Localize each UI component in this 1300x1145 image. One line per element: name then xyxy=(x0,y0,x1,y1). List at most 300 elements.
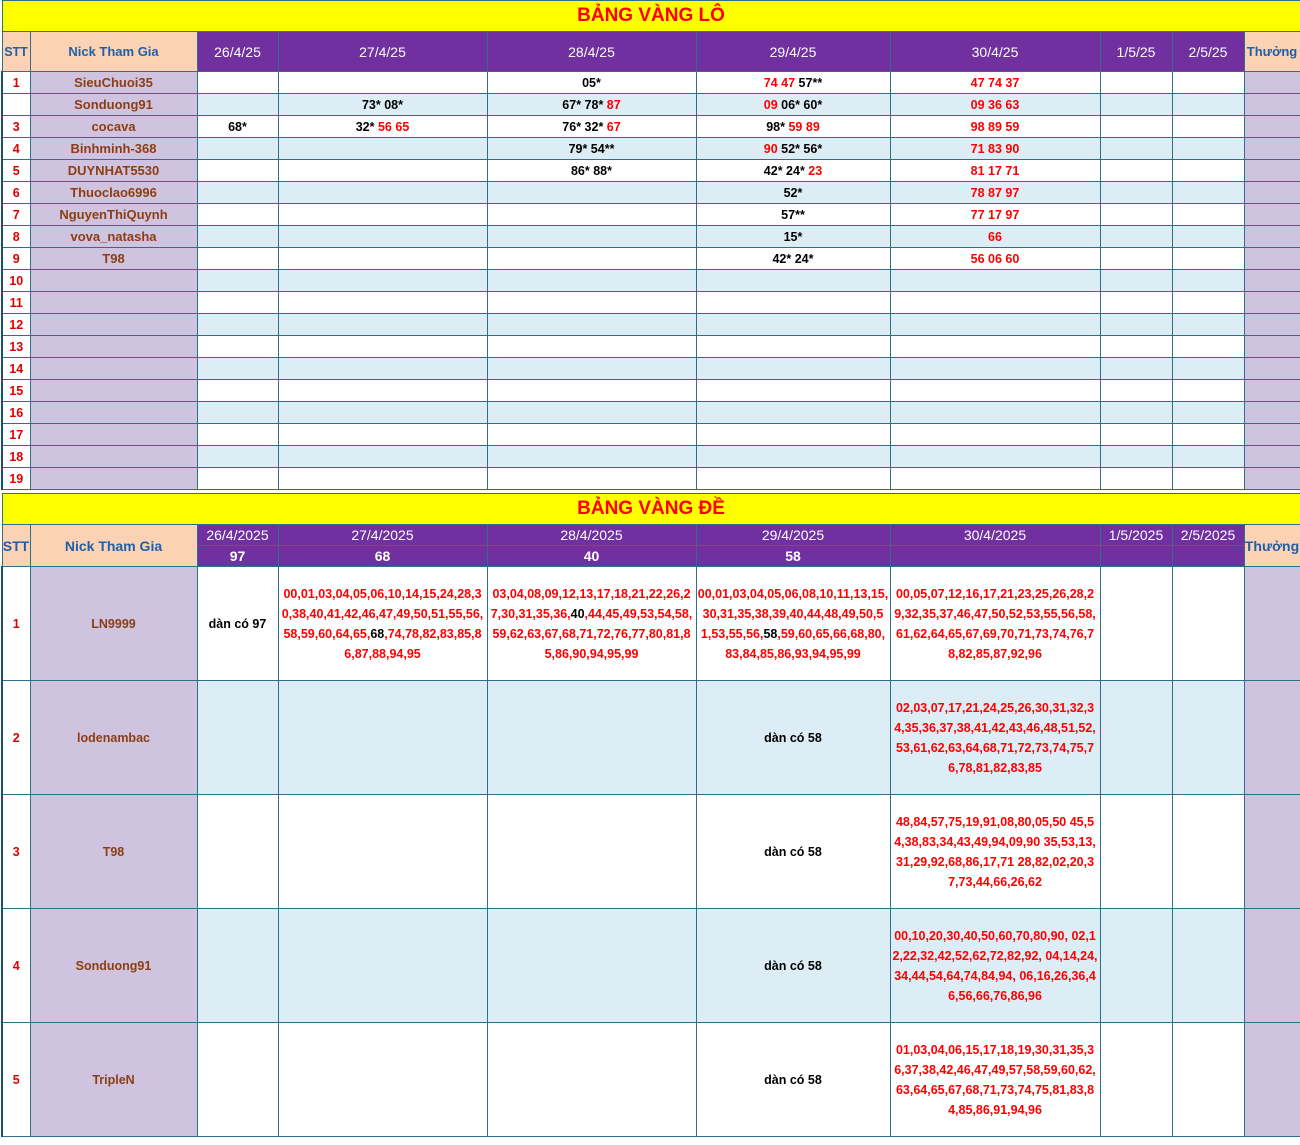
lo-row-nick xyxy=(30,336,197,358)
de-row-cell xyxy=(278,909,487,1023)
lo-row-cell xyxy=(487,380,696,402)
number-segment: ,59,60,65,66,68,80,83,84,85,86,93,94,95,99 xyxy=(725,626,886,661)
lo-row xyxy=(2,292,1300,314)
lo-row-cell xyxy=(487,292,696,314)
lo-row-cell xyxy=(197,160,278,182)
lo-row-cell xyxy=(278,446,487,468)
lo-row-cell xyxy=(1172,204,1244,226)
lo-row xyxy=(2,248,1300,270)
number-segment: 86* 88* xyxy=(570,163,612,178)
number-segment: 32* xyxy=(355,119,378,134)
de-row-cell xyxy=(1100,567,1172,681)
de-row-cell xyxy=(696,795,890,909)
de-result xyxy=(890,546,1100,567)
lo-row-thuong xyxy=(1244,358,1300,380)
lo-header-date: 29/4/25 xyxy=(696,32,890,72)
lo-row-nick xyxy=(30,468,197,490)
de-row-cell xyxy=(1172,681,1244,795)
de-result: 40 xyxy=(487,546,696,567)
lo-row-stt: 12 xyxy=(2,314,30,336)
number-segment: 02,03,07,17,21,24,25,26,30,31,32,34,35,36,37,38,41,42,43,46,48,51,52,53,61,62,63,64,68,71,72,73,74,75,76,78,81,82,83,85 xyxy=(894,700,1096,775)
lo-row-cell xyxy=(197,72,278,94)
lo-row-cell xyxy=(278,468,487,490)
lo-row xyxy=(2,270,1300,292)
lo-row-cell xyxy=(696,94,890,116)
lo-header-date: 27/4/25 xyxy=(278,32,487,72)
lo-row-cell xyxy=(278,292,487,314)
lo-row-stt: 5 xyxy=(2,160,30,182)
de-row-thuong xyxy=(1244,567,1300,681)
lo-row-cell xyxy=(487,204,696,226)
lo-row-cell xyxy=(890,138,1100,160)
lo-row-cell xyxy=(1172,292,1244,314)
lo-row-cell xyxy=(1100,116,1172,138)
lo-row-cell xyxy=(696,446,890,468)
lo-row-cell xyxy=(1100,94,1172,116)
lo-row-cell xyxy=(1100,204,1172,226)
lo-row-cell xyxy=(1100,402,1172,424)
number-segment: 77 17 97 xyxy=(970,207,1020,222)
lo-row-thuong xyxy=(1244,314,1300,336)
de-row-cell xyxy=(487,567,696,681)
lo-row-cell xyxy=(487,402,696,424)
number-segment: 00,10,20,30,40,50,60,70,80,90, 02,12,22,32,42,52,62,72,82,92, 04,14,24,34,44,54,64,74,84,94, 06,16,26,36,46,56,66,76,86,96 xyxy=(892,928,1098,1003)
lo-row-cell xyxy=(1100,424,1172,446)
lo-row-thuong xyxy=(1244,468,1300,490)
de-row-stt: 2 xyxy=(2,681,30,795)
lo-row-stt: 11 xyxy=(2,292,30,314)
lo-row-nick: NguyenThiQuynh xyxy=(30,204,197,226)
de-row-cell xyxy=(278,1023,487,1137)
lo-row-stt: 1 xyxy=(2,72,30,94)
lo-header-date: 2/5/25 xyxy=(1172,32,1244,72)
lo-row-cell xyxy=(696,182,890,204)
lo-row-thuong xyxy=(1244,292,1300,314)
number-segment: 47 74 37 xyxy=(970,75,1020,90)
lo-row-cell xyxy=(1172,182,1244,204)
de-row-cell xyxy=(890,567,1100,681)
de-row-nick: Sonduong91 xyxy=(30,909,197,1023)
lo-row-cell xyxy=(1100,336,1172,358)
number-segment: 73* 08* xyxy=(361,97,403,112)
lo-row-cell xyxy=(1172,94,1244,116)
lo-header-thuong: Thưởng xyxy=(1244,32,1300,72)
lo-row-stt xyxy=(2,94,30,116)
lo-row-cell xyxy=(696,204,890,226)
lo-row xyxy=(2,116,1300,138)
lo-row-stt: 10 xyxy=(2,270,30,292)
de-result: 68 xyxy=(278,546,487,567)
number-segment: dàn có 58 xyxy=(764,1072,822,1087)
lo-row-nick: Binhminh-368 xyxy=(30,138,197,160)
lo-row-nick: Sonduong91 xyxy=(30,94,197,116)
number-segment: 01,03,04,06,15,17,18,19,30,31,35,36,37,38,42,46,47,49,57,58,59,60,62,63,64,65,67,68,71,73,74,75,81,83,84,85,86,91,94,96 xyxy=(894,1042,1096,1117)
lo-row-cell xyxy=(197,314,278,336)
de-row-cell xyxy=(197,1023,278,1137)
lo-row-cell xyxy=(696,226,890,248)
lo-row-cell xyxy=(696,358,890,380)
lo-row-thuong xyxy=(1244,424,1300,446)
lo-row-cell xyxy=(696,270,890,292)
de-row-cell xyxy=(696,681,890,795)
lo-row-stt: 16 xyxy=(2,402,30,424)
number-segment: 09 xyxy=(763,97,778,112)
lo-row-cell xyxy=(1172,424,1244,446)
de-title: BẢNG VÀNG ĐỀ xyxy=(2,494,1300,525)
lo-row xyxy=(2,72,1300,94)
lo-row-cell xyxy=(1100,226,1172,248)
de-row-cell xyxy=(696,1023,890,1137)
lo-row-cell xyxy=(890,182,1100,204)
lo-row-cell xyxy=(1172,402,1244,424)
lo-row-cell xyxy=(1100,380,1172,402)
de-row-cell xyxy=(487,1023,696,1137)
de-row-nick: lodenambac xyxy=(30,681,197,795)
lo-row-cell xyxy=(890,116,1100,138)
de-row-cell xyxy=(197,909,278,1023)
lo-row-cell xyxy=(197,402,278,424)
number-segment: 98 89 59 xyxy=(970,119,1020,134)
lo-row-nick: SieuChuoi35 xyxy=(30,72,197,94)
de-header-date: 28/4/2025 xyxy=(487,525,696,546)
de-row xyxy=(2,1023,1300,1137)
lo-row-cell xyxy=(1100,72,1172,94)
lo-row xyxy=(2,402,1300,424)
lo-row-stt: 4 xyxy=(2,138,30,160)
de-row xyxy=(2,567,1300,681)
de-row-cell xyxy=(1100,1023,1172,1137)
lo-row-cell xyxy=(890,72,1100,94)
lo-header-date: 30/4/25 xyxy=(890,32,1100,72)
de-row-stt: 4 xyxy=(2,909,30,1023)
lo-row-cell xyxy=(487,270,696,292)
de-header-nick: Nick Tham Gia xyxy=(30,525,197,567)
de-row-cell xyxy=(1100,795,1172,909)
lo-row xyxy=(2,94,1300,116)
number-segment: 06* 60* xyxy=(777,97,823,112)
lo-row-nick xyxy=(30,402,197,424)
lo-row-cell xyxy=(1172,270,1244,292)
lo-row-nick: T98 xyxy=(30,248,197,270)
lo-row-cell xyxy=(890,270,1100,292)
lo-row-cell xyxy=(278,94,487,116)
lo-row-cell xyxy=(197,380,278,402)
lo-row-thuong xyxy=(1244,226,1300,248)
lo-row-cell xyxy=(890,468,1100,490)
lo-row-cell xyxy=(278,248,487,270)
lo-row-cell xyxy=(278,270,487,292)
lo-row-cell xyxy=(1172,160,1244,182)
lo-row-cell xyxy=(1100,270,1172,292)
lo-row-nick xyxy=(30,358,197,380)
de-row-cell xyxy=(197,795,278,909)
lo-row-cell xyxy=(278,116,487,138)
de-row-cell xyxy=(890,909,1100,1023)
de-row-cell xyxy=(1100,681,1172,795)
lo-row xyxy=(2,204,1300,226)
lo-row-nick xyxy=(30,424,197,446)
lo-row-nick xyxy=(30,314,197,336)
lo-row-cell xyxy=(278,380,487,402)
lo-row-cell xyxy=(696,248,890,270)
de-row-cell xyxy=(1172,909,1244,1023)
lo-row-cell xyxy=(197,358,278,380)
lo-row-cell xyxy=(278,138,487,160)
de-row-cell xyxy=(1100,909,1172,1023)
lo-row-cell xyxy=(278,72,487,94)
de-header-date: 30/4/2025 xyxy=(890,525,1100,546)
number-segment: 68* xyxy=(228,119,247,134)
lo-row-cell xyxy=(487,358,696,380)
lo-row-cell xyxy=(696,380,890,402)
number-segment: ,74,78,82,83,85,86,87,88,94,95 xyxy=(344,626,482,661)
lo-row-cell xyxy=(696,314,890,336)
lo-row-thuong xyxy=(1244,248,1300,270)
lo-row xyxy=(2,138,1300,160)
de-table xyxy=(1,493,1300,1137)
lo-row-cell xyxy=(890,446,1100,468)
lo-row-cell xyxy=(197,138,278,160)
lo-row-cell xyxy=(696,402,890,424)
number-segment: 98* xyxy=(766,119,789,134)
de-row-nick: T98 xyxy=(30,795,197,909)
number-segment: 00,05,07,12,16,17,21,23,25,26,28,29,32,35,37,46,47,50,52,53,55,56,58,61,62,64,65,67,69,70,71,73,74,76,78,82,85,87,92,96 xyxy=(894,586,1096,661)
de-row-cell xyxy=(1172,1023,1244,1137)
lo-row-cell xyxy=(1100,358,1172,380)
lo-row-cell xyxy=(890,248,1100,270)
de-row xyxy=(2,909,1300,1023)
de-row-thuong xyxy=(1244,795,1300,909)
lo-row-thuong xyxy=(1244,72,1300,94)
number-segment: 66 xyxy=(988,229,1002,244)
number-segment: 00,01,03,04,05,06,10,14,15,24,28,30,38,40,41,42,46,47,49,50,51,55,56,58,59,60,64,65, xyxy=(281,586,484,641)
lo-row-thuong xyxy=(1244,270,1300,292)
lo-row-cell xyxy=(197,182,278,204)
lo-header-date: 1/5/25 xyxy=(1100,32,1172,72)
lo-row-cell xyxy=(197,424,278,446)
lo-row-cell xyxy=(890,380,1100,402)
number-segment: 67 xyxy=(606,119,621,134)
lo-row-cell xyxy=(696,468,890,490)
de-row-thuong xyxy=(1244,909,1300,1023)
lo-row-thuong xyxy=(1244,138,1300,160)
de-header-date: 27/4/2025 xyxy=(278,525,487,546)
lo-row-cell xyxy=(1100,138,1172,160)
lo-row-cell xyxy=(1172,336,1244,358)
de-result: 97 xyxy=(197,546,278,567)
lo-table xyxy=(1,0,1300,490)
lo-row-cell xyxy=(696,116,890,138)
lo-row-cell xyxy=(890,292,1100,314)
de-result: 58 xyxy=(696,546,890,567)
lo-row-stt: 7 xyxy=(2,204,30,226)
de-header-date: 1/5/2025 xyxy=(1100,525,1172,546)
number-segment: 03,04,08,09,12,13,17,18,21,22,26,27,30,31,35,36, xyxy=(490,586,691,621)
lo-header-date: 26/4/25 xyxy=(197,32,278,72)
lo-title: BẢNG VÀNG LÔ xyxy=(2,1,1300,32)
lo-row xyxy=(2,446,1300,468)
lo-row-cell xyxy=(696,424,890,446)
number-segment: 57** xyxy=(781,207,805,222)
lo-row-thuong xyxy=(1244,402,1300,424)
lo-row xyxy=(2,182,1300,204)
lo-row-cell xyxy=(197,226,278,248)
lo-row-cell xyxy=(890,160,1100,182)
lo-row-stt: 8 xyxy=(2,226,30,248)
lo-row-cell xyxy=(278,160,487,182)
lo-row-cell xyxy=(1172,72,1244,94)
lo-row-cell xyxy=(1100,160,1172,182)
lo-row-cell xyxy=(197,336,278,358)
number-segment: 81 17 71 xyxy=(970,163,1020,178)
lo-row-nick: vova_natasha xyxy=(30,226,197,248)
number-segment: 05* xyxy=(582,75,601,90)
lo-row-cell xyxy=(890,94,1100,116)
de-row-cell xyxy=(890,1023,1100,1137)
lo-row-cell xyxy=(197,116,278,138)
lo-row-cell xyxy=(278,204,487,226)
de-row-nick: TripleN xyxy=(30,1023,197,1137)
lo-row-nick xyxy=(30,270,197,292)
lo-header-stt: STT xyxy=(2,32,30,72)
lo-row-thuong xyxy=(1244,446,1300,468)
lo-row-nick: Thuoclao6996 xyxy=(30,182,197,204)
de-row-stt: 1 xyxy=(2,567,30,681)
number-segment: 15* xyxy=(783,229,803,244)
de-result xyxy=(1172,546,1244,567)
lo-row-thuong xyxy=(1244,336,1300,358)
lo-row-stt: 13 xyxy=(2,336,30,358)
lo-row-cell xyxy=(487,446,696,468)
lo-row-thuong xyxy=(1244,204,1300,226)
number-segment: 59 89 xyxy=(788,119,820,134)
lo-row-cell xyxy=(487,138,696,160)
number-segment: dàn có 58 xyxy=(764,958,822,973)
lo-row xyxy=(2,468,1300,490)
lo-row-cell xyxy=(197,270,278,292)
lo-row-stt: 3 xyxy=(2,116,30,138)
number-segment: dàn có 97 xyxy=(208,616,267,631)
lo-row xyxy=(2,358,1300,380)
lo-header-date: 28/4/25 xyxy=(487,32,696,72)
lo-row-cell xyxy=(278,402,487,424)
de-row-cell xyxy=(696,909,890,1023)
number-segment: 23 xyxy=(808,163,823,178)
de-row-cell xyxy=(487,681,696,795)
lo-row-cell xyxy=(487,94,696,116)
de-row-cell xyxy=(487,909,696,1023)
de-row-cell xyxy=(197,681,278,795)
lo-row-cell xyxy=(487,424,696,446)
lo-row-cell xyxy=(278,226,487,248)
number-segment: 09 36 63 xyxy=(970,97,1020,112)
lo-row-stt: 18 xyxy=(2,446,30,468)
lo-row xyxy=(2,226,1300,248)
number-segment: dàn có 58 xyxy=(764,844,822,859)
de-row xyxy=(2,795,1300,909)
de-row xyxy=(2,681,1300,795)
de-result xyxy=(1100,546,1172,567)
lo-row-cell xyxy=(1100,248,1172,270)
lo-row-cell xyxy=(487,116,696,138)
lo-row-cell xyxy=(197,292,278,314)
lo-row-thuong xyxy=(1244,116,1300,138)
de-header-date: 26/4/2025 xyxy=(197,525,278,546)
de-row-cell xyxy=(197,567,278,681)
de-row-cell xyxy=(487,795,696,909)
lo-row-cell xyxy=(487,468,696,490)
number-segment: 58 xyxy=(763,626,778,641)
number-segment: 71 83 90 xyxy=(970,141,1020,156)
lo-row-stt: 14 xyxy=(2,358,30,380)
de-header-date: 29/4/2025 xyxy=(696,525,890,546)
lo-row-cell xyxy=(696,72,890,94)
lo-row-cell xyxy=(696,160,890,182)
lo-row-cell xyxy=(197,446,278,468)
lo-row-cell xyxy=(890,424,1100,446)
lo-row-thuong xyxy=(1244,160,1300,182)
lo-row-nick: cocava xyxy=(30,116,197,138)
lo-row-cell xyxy=(197,94,278,116)
lo-row-cell xyxy=(1172,380,1244,402)
de-row-cell xyxy=(278,795,487,909)
lo-row-stt: 6 xyxy=(2,182,30,204)
lo-row-cell xyxy=(487,248,696,270)
number-segment: 67* 78* xyxy=(562,97,607,112)
lo-header-nick: Nick Tham Gia xyxy=(30,32,197,72)
number-segment: 52* 56* xyxy=(777,141,823,156)
lo-row-stt: 15 xyxy=(2,380,30,402)
number-segment: 79* 54** xyxy=(568,141,615,156)
de-row-cell xyxy=(890,681,1100,795)
number-segment: 76* 32* xyxy=(562,119,607,134)
lo-row xyxy=(2,336,1300,358)
lo-row-cell xyxy=(1100,182,1172,204)
lo-row-cell xyxy=(278,424,487,446)
lo-row-stt: 19 xyxy=(2,468,30,490)
lo-row-cell xyxy=(890,226,1100,248)
number-segment: 57** xyxy=(795,75,823,90)
lo-row-cell xyxy=(1172,248,1244,270)
lo-row-cell xyxy=(890,314,1100,336)
number-segment: 90 xyxy=(763,141,778,156)
number-segment: 52* xyxy=(783,185,803,200)
lo-row-cell xyxy=(1100,292,1172,314)
lo-row xyxy=(2,424,1300,446)
de-row-cell xyxy=(696,567,890,681)
lo-row-cell xyxy=(278,314,487,336)
lo-row-cell xyxy=(197,248,278,270)
lo-row-thuong xyxy=(1244,94,1300,116)
lo-row-cell xyxy=(1100,446,1172,468)
lo-row-cell xyxy=(278,336,487,358)
de-row-cell xyxy=(1172,567,1244,681)
lo-row-cell xyxy=(487,314,696,336)
lo-row-cell xyxy=(1100,314,1172,336)
lo-row-cell xyxy=(1172,116,1244,138)
de-row-thuong xyxy=(1244,681,1300,795)
de-row-cell xyxy=(278,567,487,681)
de-header-date: 2/5/2025 xyxy=(1172,525,1244,546)
lo-row-cell xyxy=(487,226,696,248)
number-segment: 78 87 97 xyxy=(970,185,1020,200)
de-row-thuong xyxy=(1244,1023,1300,1137)
lo-row-cell xyxy=(696,292,890,314)
de-row-cell xyxy=(890,795,1100,909)
lo-row-cell xyxy=(890,336,1100,358)
de-row-stt: 3 xyxy=(2,795,30,909)
lo-row-cell xyxy=(197,204,278,226)
